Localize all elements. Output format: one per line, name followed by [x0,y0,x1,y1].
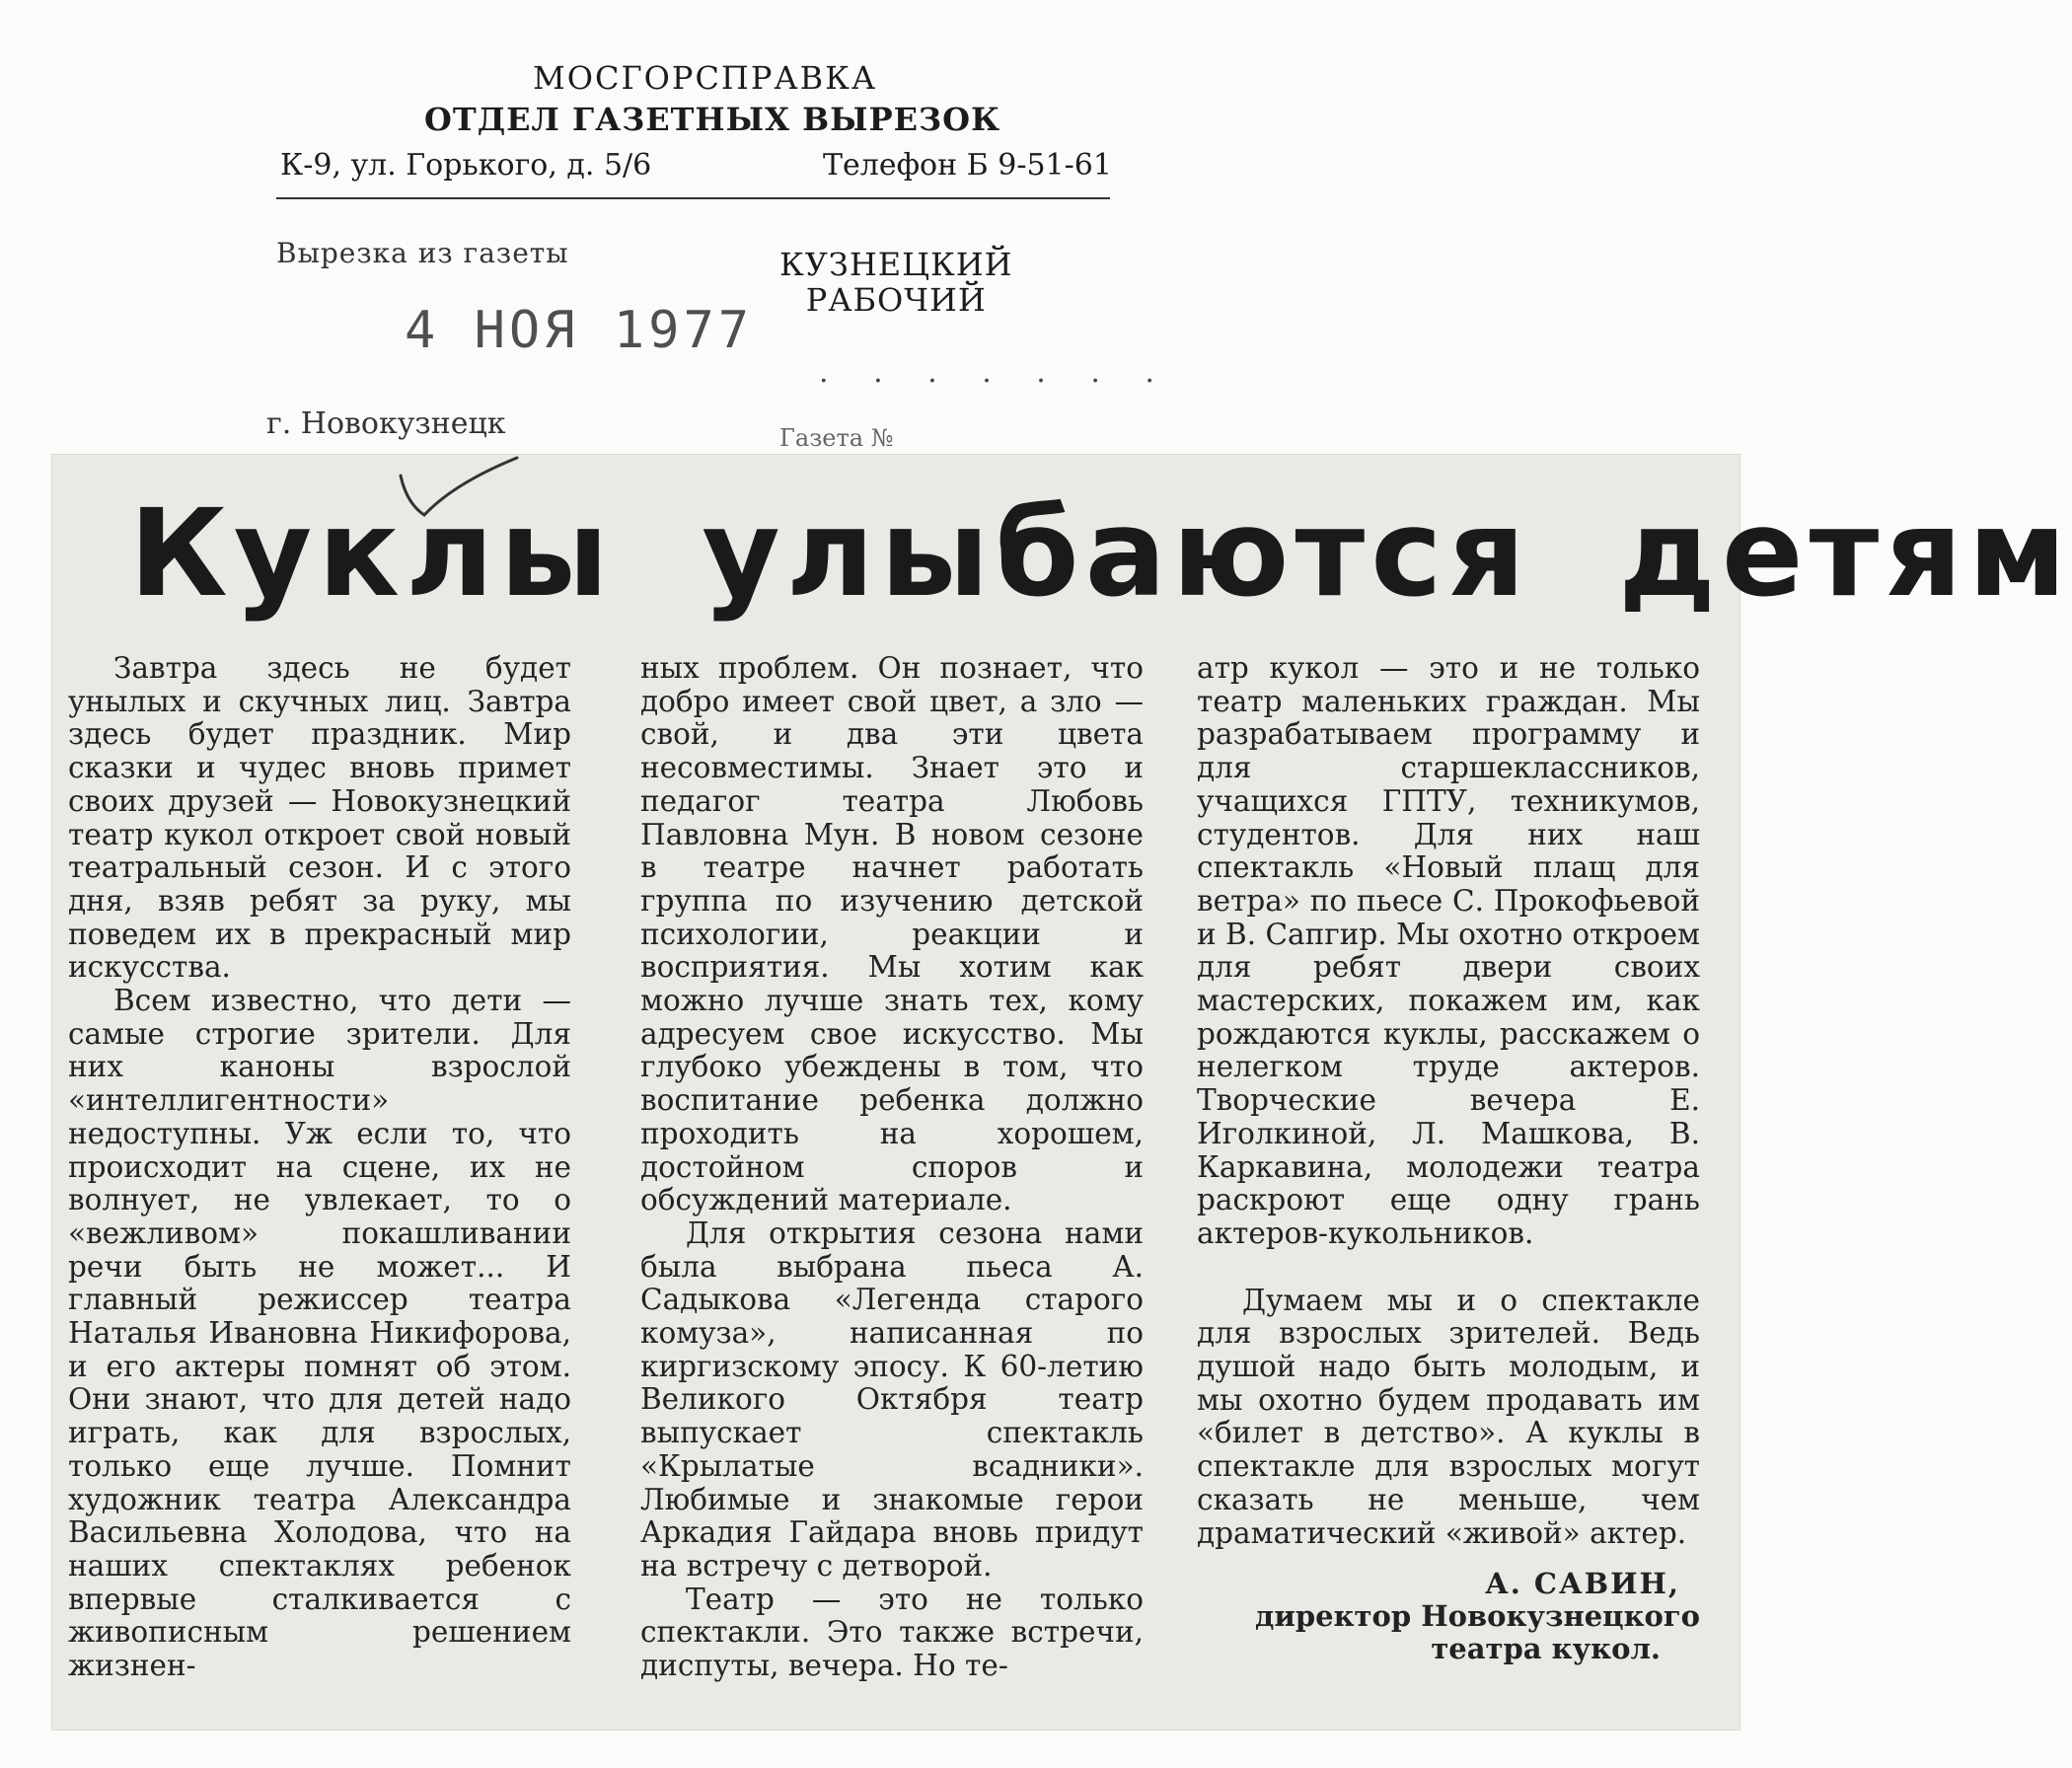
article-column-1 [68,652,571,1683]
checkmark-icon [395,454,523,543]
agency-address: К-9, ул. Горького, д. 5/6 [280,148,652,183]
city-label: г. Новокузнецк [266,406,506,441]
newspaper-name [779,247,1013,318]
author-signature [1197,1568,1700,1665]
clip-from-label: Вырезка из газеты [276,237,569,269]
article-headline: Куклы улыбаются детям [129,483,2072,624]
column2-paragraph: Для открытия сезона нами была выбрана пьеса А. Садыкова «Легенда старого комуза», написанная по киргизскому эпосу. К 60-летию Великого Октября театр выпускает спектакль «Крылатые всадники». Любимые и знакомые герои Аркадия Гайдара вновь придут на встречу с детворой. [640,1216,1144,1583]
column1-paragraph: Завтра здесь не будет унылых и скучных лиц. Завтра здесь будет праздник. Мир сказки и чудес вновь примет своих друзей — Новокузнецкий театр кукол откроет свой новый театральный сезон. И с этого дня, взяв ребят за руку, мы поведем их в прекрасный мир искусства. [68,651,571,985]
date-stamp: 4 НОЯ 1977 [405,301,754,360]
column2-paragraph: Театр — это не только спектакли. Это также встречи, диспуты, вечера. Но те- [640,1582,1144,1683]
column3-paragraph: Думаем мы и о спектакле для взрослых зрителей. Ведь душой надо быть молодым, и мы охотно будем продавать им «билет в детство». А куклы в спектакле для взрослых могут сказать не меньше, чем драматический «живой» актер. [1197,1283,1700,1550]
column3-paragraph: атр кукол — это и не только театр маленьких граждан. Мы разрабатываем программу и для старшеклассников, учащихся ГПТУ, техникумов, студентов. Для них наш спектакль «Новый плащ для ветра» по пьесе С. Прокофьевой и В. Сапгир. Мы охотно откроем для ребят двери своих мастерских, покажем им, как рождаются куклы, расскажем о нелегком труде актеров. Творческие вечера Е. Иголкиной, Л. Машкова, В. Каркавина, молодежи театра раскроют еще одну грань актеров-кукольников. [1197,651,1700,1250]
dotted-leader: . . . . . . . [819,355,1172,390]
stamp-rule [276,197,1110,199]
agency-address-line [280,148,1112,183]
article-column-2 [640,652,1144,1683]
column1-paragraph: Всем известно, что дети — самые строгие зрители. Для них каноны взрослой «интеллигентности» недоступны. Уж если то, что происходит на сцене, их не волнует, не увлекает, то о «вежливом» покашливании речи быть не может... И главный режиссер театра Наталья Ивановна Никифорова, и его актеры помнят об этом. Они знают, что для детей надо играть, как для взрослых, только еще лучше. Помнит художник театра Александра Васильевна Холодова, что на наших спектаклях ребенок впервые сталкивается с живописным решением жизнен- [68,984,571,1683]
newspaper-name-line1: КУЗНЕЦКИЙ [779,246,1013,283]
department-name: ОТДЕЛ ГАЗЕТНЫХ ВЫРЕЗОК [424,101,1001,138]
gazeta-number-label: Газета № [779,424,894,452]
author-org: театра кукол. [1431,1632,1661,1666]
article-column-3 [1197,652,1700,1665]
author-name: А. САВИН, [1485,1567,1680,1601]
agency-phone: Телефон Б 9-51-61 [823,148,1112,183]
agency-name: МОСГОРСПРАВКА [533,59,878,97]
column2-paragraph: ных проблем. Он познает, что добро имеет свой цвет, а зло — свой, и два эти цвета несовместимы. Знает это и педагог театра Любовь Павловна Мун. В новом сезоне в театре начнет работать группа по изучению детской психологии, реакции и восприятия. Мы хотим как можно лучше знать тех, кому адресуем свое искусство. Мы глубоко убеждены в том, что воспитание ребенка должно проходить на хорошем, достойном споров и обсуждений материале. [640,651,1144,1217]
newspaper-name-line2: РАБОЧИЙ [805,281,987,319]
newspaper-clipping [51,454,2072,1731]
author-role: директор Новокузнецкого [1255,1599,1700,1634]
